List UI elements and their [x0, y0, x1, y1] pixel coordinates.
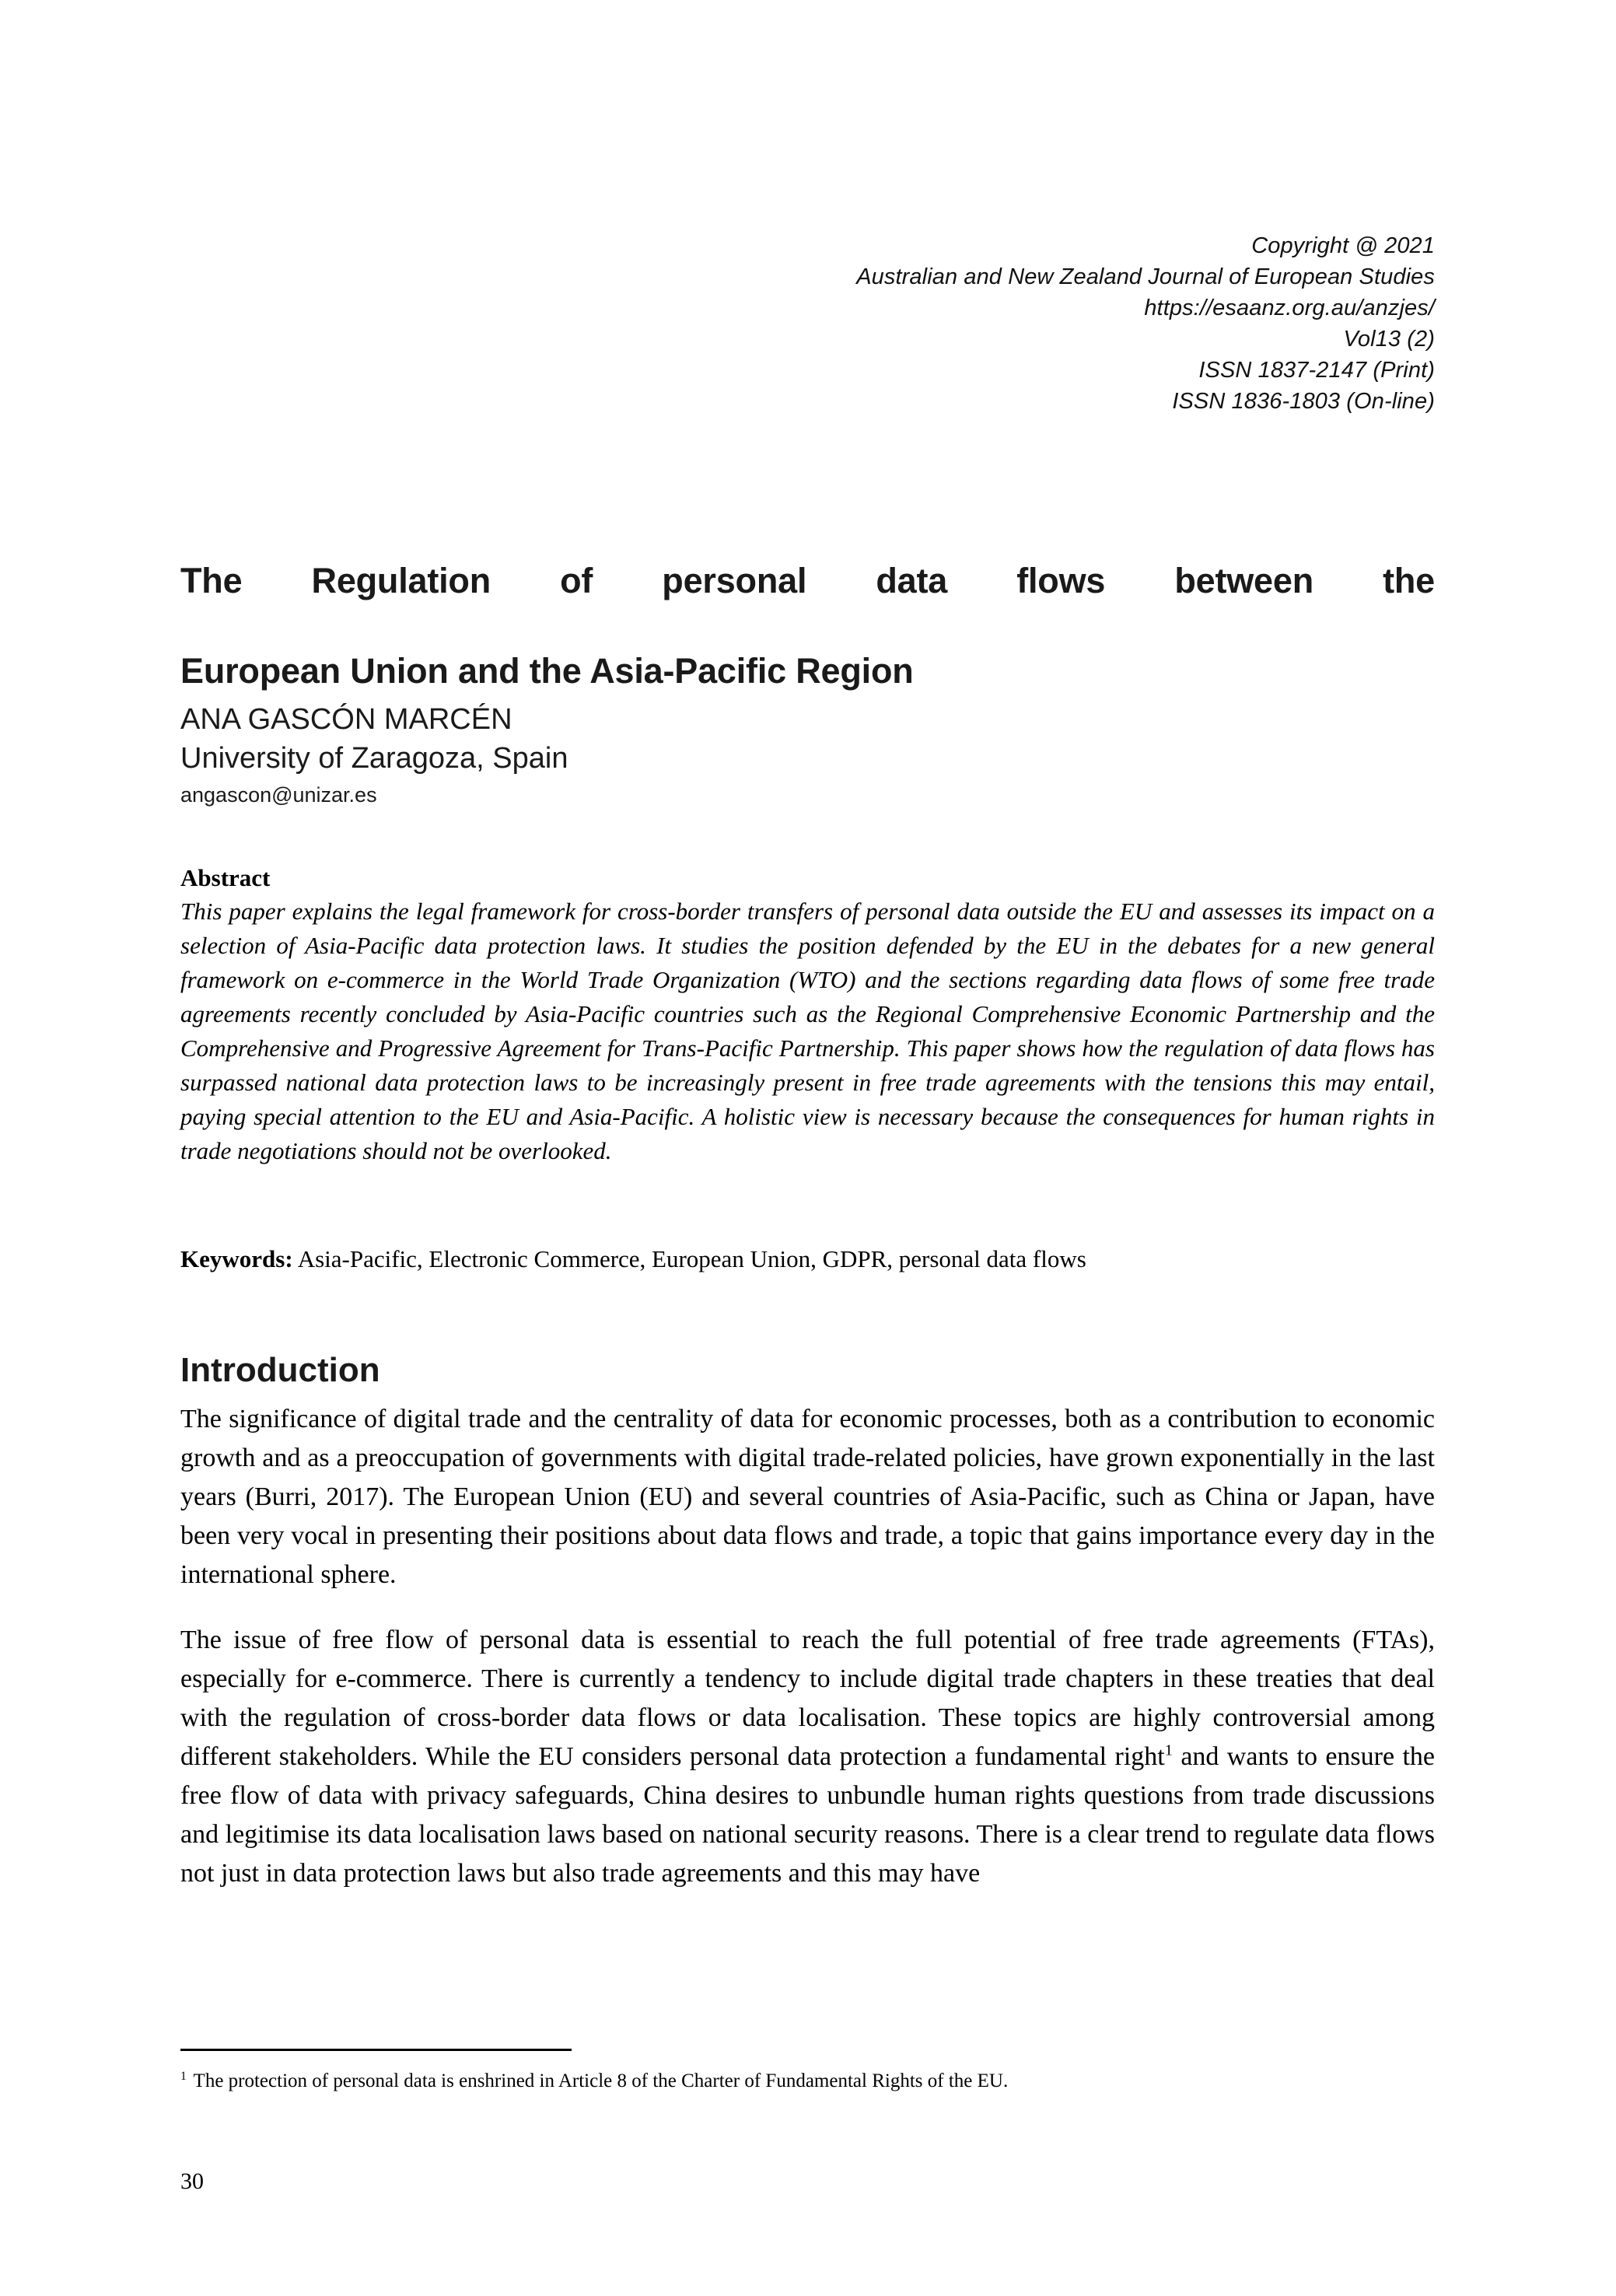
body-paragraph-2-part-1: The issue of free flow of personal data is essential to reach the full potential of free trade agreements (FTAs), especially for e-commerce. There is currently a tendency to include digital trade chapters in these treaties that deal with the regulation of cross-border data flows or data localisation. These topics are highly controversial among different stakeholders. While the EU considers personal data protection a fundamental right: [180, 1626, 1435, 1771]
journal-header: [180, 230, 1435, 417]
keywords-line: [180, 1242, 1435, 1276]
author-block: [180, 700, 1435, 810]
body-paragraph-2-part-2: and wants to ensure the free flow of data with privacy safeguards, China desires to unbundle human rights questions from trade discussions and legitimise its data localisation laws based on national security reasons. There is a clear trend to regulate data flows not just in data protection laws but also trade agreements and this may have: [180, 1742, 1435, 1888]
footnote-area: [180, 2049, 1435, 2095]
page-title-line-2: European Union and the Asia-Pacific Region: [180, 651, 914, 691]
page-title: [180, 558, 1435, 694]
author-email[interactable]: angascon@unizar.es: [180, 783, 377, 807]
footnote-marker: 1: [180, 2069, 187, 2083]
keywords-values: Asia-Pacific, Electronic Commerce, European Union, GDPR, personal data flows: [292, 1245, 1086, 1272]
keywords-label: Keywords:: [180, 1245, 293, 1272]
body-copy: [180, 1400, 1435, 1893]
section-heading-introduction: Introduction: [180, 1350, 380, 1389]
journal-header-line-copyright: Copyright @ 2021: [1251, 233, 1435, 258]
page-title-line-1: The Regulation of personal data flows between the: [180, 561, 1435, 601]
footnote-body: The protection of personal data is enshrined in Article 8 of the Charter of Fundamental Rights of the EU.: [188, 2070, 1009, 2091]
journal-header-line-journal-name: Australian and New Zealand Journal of European Studies: [856, 264, 1435, 289]
journal-header-line-issn-online: ISSN 1836-1803 (On-line): [1172, 389, 1435, 414]
abstract-section: [180, 862, 1435, 1168]
abstract-text: This paper explains the legal framework for cross-border transfers of personal data outside the EU and assesses its impact on a selection of Asia-Pacific data protection laws. It studies the position defended by the EU in the debates for a new general framework on e-commerce in the World Trade Organization (WTO) and the sections regarding data flows of some free trade agreements recently concluded by Asia-Pacific countries such as the Regional Comprehensive Economic Partnership and the Comprehensive and Progressive Agreement for Trans-Pacific Partnership. This paper shows how the regulation of data flows has surpassed national data protection laws to be increasingly present in free trade agreements with the tensions this may entail, paying special attention to the EU and Asia-Pacific. A holistic view is necessary because the consequences for human rights in trade negotiations should not be overlooked.: [180, 898, 1435, 1164]
footnote-separator-rule: [180, 2049, 572, 2051]
footnote-text: [180, 2068, 1435, 2095]
author-affiliation: University of Zaragoza, Spain: [180, 742, 568, 775]
body-paragraph-1: The significance of digital trade and the centrality of data for economic processes, both as a contribution to economic growth and as a preoccupation of governments with digital trade-related policies, have grown exponentially in the last years (Burri, 2017). The European Union (EU) and several countries of Asia-Pacific, such as China or Japan, have been very vocal in presenting their positions about data flows and trade, a topic that gains importance every day in the international sphere.: [180, 1405, 1435, 1589]
author-name: ANA GASCÓN MARCÉN: [180, 703, 512, 736]
journal-header-line-url: https://esaanz.org.au/anzjes/: [1144, 296, 1435, 320]
page-number: 30: [180, 2168, 204, 2194]
footnote-reference-marker[interactable]: 1: [1164, 1741, 1173, 1759]
journal-header-line-volume: Vol13 (2): [1343, 327, 1435, 352]
body-paragraph-2: [180, 1621, 1435, 1893]
abstract-label: Abstract: [180, 864, 271, 891]
journal-header-line-issn-print: ISSN 1837-2147 (Print): [1198, 358, 1435, 383]
